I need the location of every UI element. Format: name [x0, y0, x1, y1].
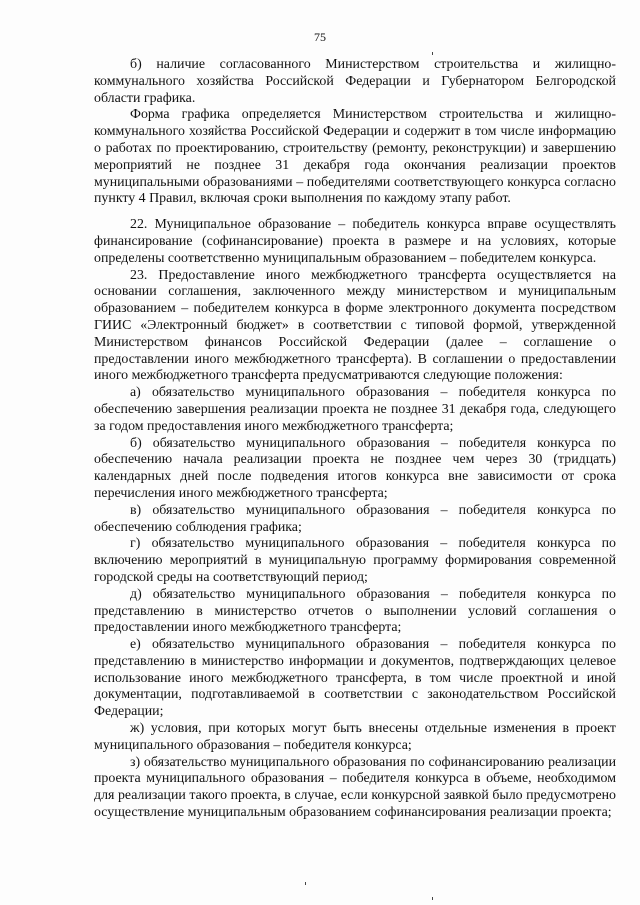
paragraph-b-schedule: б) наличие согласованного Министерством строительства и жилищно-коммунального хозяйства Российской Федерации и Губернатором Белгородской области графика. [94, 57, 616, 106]
paragraph-22: 22. Муниципальное образование – победитель конкурса вправе осуществлять финансирование (софинансирование) проекта в размере и на условиях, которые определены соответственно муниципальным образованием – победителем конкурса. [94, 217, 616, 266]
paragraph-23-z: з) обязательство муниципального образования по софинансированию реализации проекта муниципального образования – победителя конкурса в объеме, необходимом для реализации такого проекта, в случае, если конкурсной заявкой было предусмотрено осуществление муниципальным образованием софинансирования реализации проекта; [94, 754, 616, 821]
scan-speck [432, 52, 433, 55]
document-body [94, 57, 616, 822]
paragraph-schedule-form: Форма графика определяется Министерством строительства и жилищно-коммунального хозяйства Российской Федерации и содержит в том числе информацию о работах по проектированию, строительству (ремонту, реконструкции) и завершению мероприятий не позднее 31 декабря года окончания реализации проектов муниципальными образованиями – победителями соответствующего конкурса согласно пункту 4 Правил, включая сроки выполнения по каждому этапу работ. [94, 107, 616, 207]
paragraph-23-zh: ж) условия, при которых могут быть внесены отдельные изменения в проект муниципального образования – победителя конкурса; [94, 721, 616, 753]
paragraph-23-d: д) обязательство муниципального образования – победителя конкурса по представлению в министерство отчетов о выполнении условий соглашения о предоставлении иного межбюджетного трансферта; [94, 586, 616, 636]
paragraph-23-b: б) обязательство муниципального образования – победителя конкурса по обеспечению начала реализации проекта не позднее чем через 30 (тридцать) календарных дней после подведения итогов конкурса вне зависимости от срока перечисления иного межбюджетного трансферта; [94, 435, 616, 501]
page-number: 75 [314, 30, 326, 44]
paragraph-23-g: г) обязательство муниципального образования – победителя конкурса по включению мероприятий в муниципальную программу формирования современной городской среды на соответствующий период; [94, 536, 616, 585]
paragraph-23: 23. Предоставление иного межбюджетного трансферта осуществляется на основании соглашения, заключенного между министерством и муниципальным образованием – победителем конкурса в форме электронного документа посредством ГИИС «Электронный бюджет» в соответствии с типовой формой, утвержденной Министерством финансов Российской Федерации (далее – соглашение о предоставлении иного межбюджетного трансферта). В соглашении о предоставлении иного межбюджетного трансферта предусматриваются следующие положения: [94, 267, 616, 384]
paragraph-23-e: е) обязательство муниципального образования – победителя конкурса по представлению в министерство информации и документов, подтверждающих целевое использование иного межбюджетного трансферта, в том числе проектной и иной документации, подготавливаемой в соответствии с законодательством Российской Федерации; [94, 637, 616, 720]
scan-speck [305, 882, 306, 885]
paragraph-23-v: в) обязательство муниципального образования – победителя конкурса по обеспечению соблюдения графика; [94, 502, 616, 535]
scan-speck [432, 897, 433, 900]
paragraph-23-a: а) обязательство муниципального образования – победителя конкурса по обеспечению завершения реализации проекта не позднее 31 декабря года, следующего за годом предоставления иного межбюджетного трансферта; [94, 385, 616, 434]
